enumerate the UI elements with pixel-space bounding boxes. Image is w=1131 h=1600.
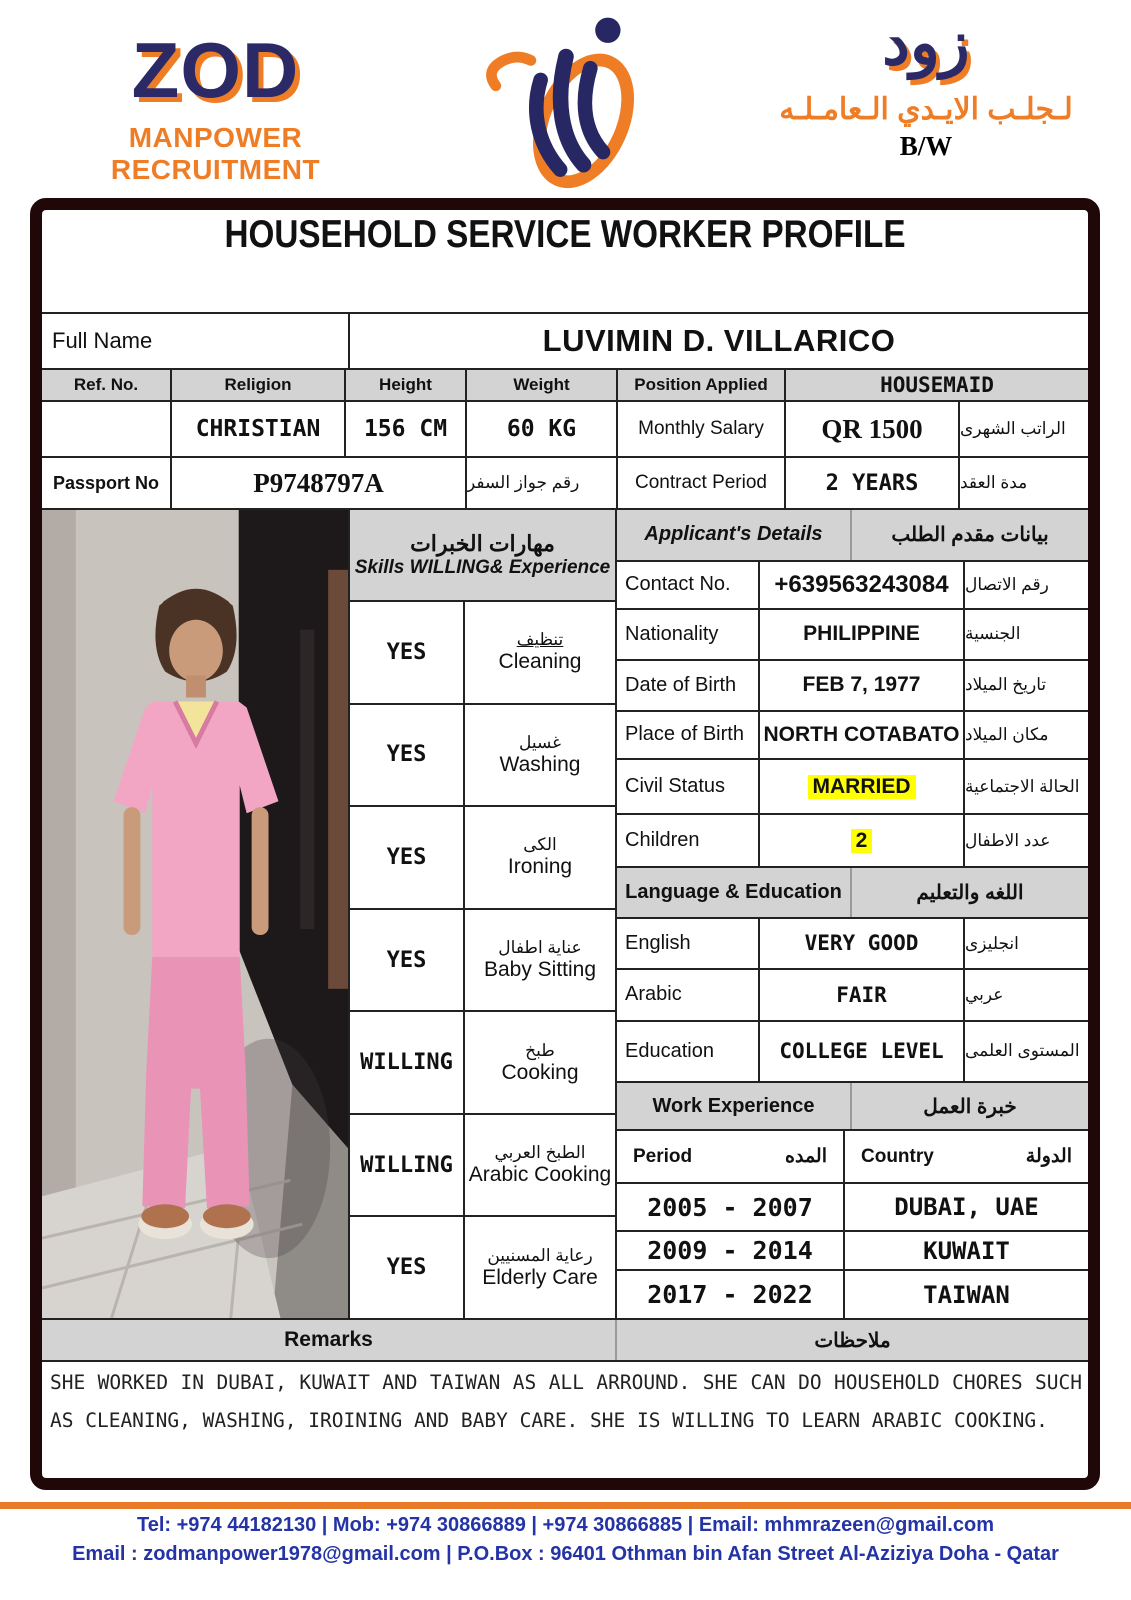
skill-arabic: تنظيف (516, 630, 564, 650)
remarks-header-arabic: ملاحظات (814, 1329, 891, 1352)
lang-arabic: انجليزى (965, 933, 1019, 953)
education-value: COLLEGE LEVEL (760, 1022, 965, 1081)
applicant-details-header-arabic: بيانات مقدم الطلب (891, 524, 1049, 547)
experience-country: DUBAI, UAE (894, 1193, 1039, 1222)
language-education-header-english: Language & Education (617, 868, 852, 917)
skills-header-english: Skills WILLING& Experience (354, 557, 611, 578)
skill-english: Baby Sitting (483, 958, 597, 982)
passport-value: P9748797A (172, 458, 467, 508)
skill-value: YES (350, 910, 465, 1011)
passport-label: Passport No (42, 458, 172, 508)
country-label: Country (861, 1145, 934, 1167)
full-name-label: Full Name (42, 314, 350, 368)
monthly-salary-value: QR 1500 (786, 402, 960, 456)
detail-row-civil-status (617, 760, 1088, 815)
skill-arabic: غسيل (518, 732, 562, 752)
education-arabic: المستوى العلمى (965, 1041, 1080, 1061)
remarks-header (42, 1318, 1088, 1360)
experience-country: KUWAIT (923, 1236, 1010, 1265)
bw-label: B/W (899, 131, 953, 161)
period-header (617, 1131, 845, 1182)
skill-row-elderly-care (350, 1217, 615, 1318)
contract-period-label: Contract Period (618, 458, 786, 508)
info-row-1 (42, 400, 1088, 456)
period-label: Period (633, 1145, 693, 1167)
experience-period: 2009 - 2014 (617, 1232, 845, 1269)
detail-arabic: عدد الاطفال (965, 830, 1051, 850)
position-applied-header: Position Applied (618, 370, 786, 400)
remarks-header-english: Remarks (42, 1320, 617, 1360)
info-row-2 (42, 456, 1088, 508)
detail-row-date-of-birth (617, 661, 1088, 712)
education-row (617, 1022, 1088, 1083)
skill-value: YES (350, 1217, 465, 1318)
detail-row-nationality (617, 610, 1088, 661)
detail-value: PHILIPPINE (760, 610, 965, 659)
skill-english: Washing (499, 752, 581, 776)
skill-value: WILLING (350, 1115, 465, 1216)
experience-period: 2017 - 2022 (617, 1271, 845, 1318)
skill-row-baby-sitting (350, 910, 615, 1013)
detail-arabic: مكان الميلاد (965, 725, 1049, 745)
country-header (845, 1131, 1088, 1182)
lang-row-arabic (617, 970, 1088, 1022)
skill-english: Arabic Cooking (468, 1163, 612, 1187)
detail-arabic: الجنسية (965, 624, 1021, 644)
company-figure-icon (470, 2, 660, 192)
applicant-photo (42, 510, 350, 1318)
document-title: HOUSEHOLD SERVICE WORKER PROFILE (224, 212, 906, 256)
detail-label: Place of Birth (617, 712, 760, 759)
full-name-value: LUVIMIN D. VILLARICO (542, 323, 896, 358)
skill-row-arabic-cooking (350, 1115, 615, 1218)
contract-period-value: 2 YEARS (786, 458, 960, 508)
skills-header-arabic: مهارات الخبرات (410, 531, 555, 556)
footer-divider (0, 1502, 1131, 1509)
lang-row-english (617, 919, 1088, 970)
work-experience-header-arabic: خبرة العمل (923, 1095, 1017, 1118)
applicant-details-header (617, 510, 1088, 562)
experience-row-3 (617, 1271, 1088, 1318)
experience-period: 2005 - 2007 (617, 1184, 845, 1230)
letterhead (0, 0, 1131, 198)
remarks-text: SHE WORKED IN DUBAI, KUWAIT AND TAIWAN AS ALL ARROUND. SHE CAN DO HOUSEHOLD CHORES SUCH AS CLEANING, WASHING, IROINING AND BABY CARE. SHE IS WILLING TO LEARN ARABIC COOKING. (42, 1360, 1088, 1478)
detail-row-place-of-birth (617, 712, 1088, 761)
skill-arabic: الطبخ العربي (494, 1143, 586, 1163)
position-value: HOUSEMAID (786, 370, 1088, 400)
height-header: Height (346, 370, 467, 400)
detail-label: Children (617, 815, 760, 866)
monthly-salary-label: Monthly Salary (618, 402, 786, 456)
arabic-logo-block (751, 8, 1101, 162)
detail-arabic: رقم الاتصال (965, 575, 1049, 595)
lang-value: FAIR (760, 970, 965, 1020)
monthly-salary-arabic: الراتب الشهرى (960, 419, 1066, 438)
skill-arabic: الكى (523, 835, 557, 855)
period-country-header (617, 1131, 1088, 1184)
profile-document (30, 198, 1100, 1490)
work-experience-header-english: Work Experience (617, 1083, 852, 1130)
detail-arabic: الحالة الاجتماعية (965, 777, 1080, 797)
religion-value: CHRISTIAN (172, 402, 346, 456)
weight-header: Weight (467, 370, 618, 400)
civil-status-highlight: MARRIED (808, 775, 916, 799)
skills-section (350, 510, 617, 1318)
skill-english: Cooking (501, 1060, 579, 1084)
detail-value (760, 815, 965, 866)
education-label: Education (617, 1022, 760, 1081)
info-header-row (42, 368, 1088, 400)
experience-row-2 (617, 1232, 1088, 1271)
height-value: 156 CM (346, 402, 467, 456)
skill-arabic: عناية اطفال (498, 938, 582, 958)
skill-row-ironing (350, 807, 615, 910)
zod-logo-text: ZOD (131, 26, 300, 114)
skill-value: YES (350, 705, 465, 806)
skill-arabic: رعاية المسنيين (487, 1245, 593, 1265)
detail-value (760, 760, 965, 813)
zod-logo (28, 28, 403, 186)
ref-no-header: Ref. No. (42, 370, 172, 400)
passport-arabic: رقم جواز السفر (467, 458, 618, 508)
skill-row-cooking (350, 1012, 615, 1115)
detail-label: Date of Birth (617, 661, 760, 710)
detail-label: Contact No. (617, 562, 760, 608)
skill-value: WILLING (350, 1012, 465, 1113)
skill-english: Elderly Care (482, 1265, 598, 1289)
lang-value: VERY GOOD (760, 919, 965, 968)
experience-row-1 (617, 1184, 1088, 1232)
ref-no-value (42, 402, 172, 456)
skills-header (350, 510, 615, 602)
details-section (617, 510, 1088, 1318)
country-arabic: الدولة (1025, 1146, 1072, 1168)
skill-english: Cleaning (498, 650, 582, 674)
weight-value: 60 KG (467, 402, 618, 456)
work-experience-header (617, 1083, 1088, 1132)
applicant-details-header-english: Applicant's Details (617, 510, 852, 560)
language-education-header (617, 868, 1088, 919)
lang-arabic: عربي (965, 985, 1004, 1005)
skill-row-cleaning (350, 602, 615, 705)
detail-value: NORTH COTABATO (760, 712, 965, 759)
detail-row-contact (617, 562, 1088, 610)
detail-row-children (617, 815, 1088, 868)
arabic-tagline: لـجلـب الايـدي الـعامـلـه (779, 93, 1073, 126)
footer-address-line: Email : zodmanpower1978@gmail.com | P.O.Box : 96401 Othman bin Afan Street Al-Aziziya Doha - Qatar (72, 1543, 1059, 1565)
lang-label: Arabic (617, 970, 760, 1020)
footer (0, 1514, 1131, 1566)
skill-english: Ironing (507, 855, 573, 879)
religion-header: Religion (172, 370, 346, 400)
period-arabic: المده (785, 1146, 827, 1168)
arabic-logo-text: زود (882, 9, 970, 78)
language-education-header-arabic: اللغه والتعليم (916, 882, 1024, 905)
detail-value: FEB 7, 1977 (760, 661, 965, 710)
skill-arabic: طبخ (525, 1040, 555, 1060)
skill-row-washing (350, 705, 615, 808)
experience-country: TAIWAN (923, 1280, 1010, 1309)
detail-label: Nationality (617, 610, 760, 659)
detail-arabic: تاريخ الميلاد (965, 675, 1047, 695)
children-highlight: 2 (851, 829, 873, 853)
lang-label: English (617, 919, 760, 968)
detail-label: Civil Status (617, 760, 760, 813)
footer-contact-line: Tel: +974 44182130 | Mob: +974 30866889 | +974 30866885 | Email: mhmrazeen@gmail.com (137, 1514, 994, 1536)
skill-value: YES (350, 807, 465, 908)
skill-value: YES (350, 602, 465, 703)
middle-band (42, 508, 1088, 1318)
detail-value: +639563243084 (760, 562, 965, 608)
contract-period-arabic: مدة العقد (960, 473, 1028, 492)
zod-logo-subtitle: MANPOWER RECRUITMENT (110, 122, 321, 185)
